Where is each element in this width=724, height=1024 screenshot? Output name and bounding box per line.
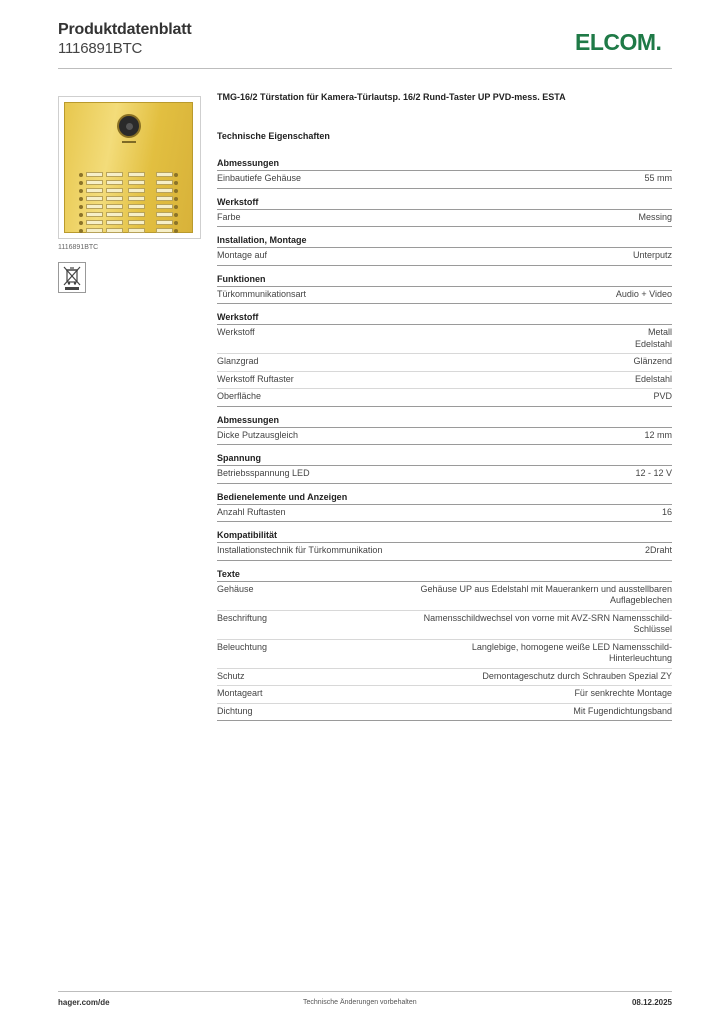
property-value: 2Draht (644, 545, 672, 555)
property-group (217, 492, 672, 523)
name-tag (106, 188, 123, 193)
property-groups (217, 158, 672, 721)
property-group (217, 312, 672, 407)
name-tag (156, 204, 173, 209)
call-button-icon (174, 189, 178, 193)
call-button-row (79, 196, 178, 203)
name-tag (128, 228, 145, 233)
name-tag (128, 220, 145, 225)
property-row (217, 248, 672, 266)
product-details (217, 92, 672, 729)
property-label: Anzahl Ruftasten (217, 506, 286, 517)
name-tag (156, 180, 173, 185)
call-button-icon (79, 173, 83, 177)
property-group (217, 530, 672, 561)
property-value: Namensschildwechsel von vorne mit AVZ-SRN Namensschild- Schlüssel (423, 612, 672, 634)
property-label: Werkstoff (217, 327, 255, 337)
section-title: Technische Eigenschaften (217, 131, 330, 141)
property-value: Glänzend (633, 356, 672, 366)
call-button-icon (174, 229, 178, 233)
property-group (217, 415, 672, 446)
property-row (217, 640, 672, 669)
property-row (217, 505, 672, 523)
footer-date: 08.12.2025 (631, 998, 672, 1007)
property-value: Gehäuse UP aus Edelstahl mit Mauerankern und ausstellbaren Auflageblechen (420, 583, 672, 605)
property-row (217, 686, 672, 704)
property-value: 12 mm (644, 429, 672, 440)
property-label: Schutz (217, 670, 245, 681)
elcom-logo: ELCOM. (575, 29, 662, 55)
property-label: Beleuchtung (217, 641, 268, 652)
property-row (217, 669, 672, 687)
property-label: Betriebsspannung LED (217, 468, 310, 478)
property-label: Einbautiefe Gehäuse (217, 173, 302, 183)
property-group (217, 274, 672, 305)
name-tag (106, 212, 123, 217)
property-value: Unterputz (632, 250, 672, 260)
property-label: Dichtung (217, 705, 253, 716)
name-tag (156, 196, 173, 201)
name-tag (86, 220, 103, 225)
property-row (217, 372, 672, 390)
property-value: 12 - 12 V (635, 468, 672, 478)
property-value: Messing (638, 211, 672, 222)
property-group (217, 158, 672, 189)
name-tag (86, 172, 103, 177)
property-label: Installationstechnik für Türkommunikation (217, 545, 383, 555)
call-button-icon (79, 197, 83, 201)
call-button-row (79, 188, 178, 195)
property-label: Oberfläche (217, 391, 262, 401)
name-tag (128, 180, 145, 185)
property-row (217, 582, 672, 611)
property-row (217, 466, 672, 484)
property-label: Gehäuse (217, 583, 254, 594)
name-tag (106, 220, 123, 225)
name-tag (128, 204, 145, 209)
group-title: Spannung (217, 453, 672, 466)
call-button-icon (174, 181, 178, 185)
call-button-grid (79, 172, 178, 236)
name-tag (128, 188, 145, 193)
call-button-row (79, 180, 178, 187)
group-title: Installation, Montage (217, 235, 672, 248)
name-tag (128, 212, 145, 217)
property-label: Dicke Putzausgleich (217, 429, 299, 440)
property-row (217, 210, 672, 228)
name-tag (106, 196, 123, 201)
product-title: TMG-16/2 Türstation für Kamera-Türlautsp. 16/2 Rund-Taster UP PVD-mess. ESTA (217, 92, 566, 102)
property-value: Metall Edelstahl (634, 327, 672, 349)
property-value: Audio + Video (615, 288, 672, 299)
group-title: Bedienelemente und Anzeigen (217, 492, 672, 505)
product-image (58, 96, 201, 239)
footer-disclaimer: Technische Änderungen vorbehalten (303, 999, 417, 1006)
property-value: Edelstahl (634, 373, 672, 384)
door-station-plate (64, 102, 193, 233)
property-value: 16 (661, 506, 672, 517)
property-group (217, 453, 672, 484)
call-button-row (79, 220, 178, 227)
group-title: Werkstoff (217, 197, 672, 210)
property-label: Glanzgrad (217, 356, 259, 366)
call-button-icon (174, 213, 178, 217)
call-button-row (79, 228, 178, 235)
call-button-icon (79, 213, 83, 217)
property-label: Montage auf (217, 250, 268, 260)
property-label: Werkstoff Ruftaster (217, 373, 294, 384)
product-code: 1116891BTC (58, 40, 143, 57)
call-button-icon (79, 229, 83, 233)
name-tag (106, 204, 123, 209)
group-title: Texte (217, 569, 672, 582)
property-value: 55 mm (644, 173, 672, 183)
name-tag (156, 228, 173, 233)
name-tag (156, 188, 173, 193)
property-value: Demontageschutz durch Schrauben Spezial ZY (482, 670, 672, 681)
call-button-row (79, 172, 178, 179)
call-button-icon (174, 173, 178, 177)
property-group (217, 235, 672, 266)
call-button-row (79, 204, 178, 211)
name-tag (86, 204, 103, 209)
property-group (217, 197, 672, 228)
group-title: Abmessungen (217, 415, 672, 428)
property-row (217, 611, 672, 640)
property-row (217, 171, 672, 189)
group-title: Kompatibilität (217, 530, 672, 543)
property-row (217, 325, 672, 354)
property-value: PVD (653, 391, 672, 401)
property-row (217, 354, 672, 372)
call-button-icon (174, 197, 178, 201)
property-value: Langlebige, homogene weiße LED Namensschild- Hinterleuchtung (471, 641, 672, 663)
call-button-icon (79, 205, 83, 209)
property-row (217, 704, 672, 722)
speaker-slot (122, 141, 136, 143)
name-tag (86, 212, 103, 217)
image-caption: 1116891BTC (58, 244, 99, 251)
call-button-icon (79, 181, 83, 185)
group-title: Werkstoff (217, 312, 672, 325)
call-button-row (79, 212, 178, 219)
name-tag (128, 172, 145, 177)
property-value: Für senkrechte Montage (574, 688, 672, 698)
name-tag (128, 196, 145, 201)
name-tag (86, 180, 103, 185)
group-title: Abmessungen (217, 158, 672, 171)
property-label: Montageart (217, 688, 263, 698)
header-divider (58, 68, 672, 69)
crossed-out-wheelie-bin-icon (58, 262, 86, 293)
call-button-icon (174, 221, 178, 225)
name-tag (86, 196, 103, 201)
property-label: Beschriftung (217, 612, 268, 623)
camera-icon (117, 114, 141, 138)
property-row (217, 543, 672, 561)
name-tag (156, 220, 173, 225)
name-tag (86, 228, 103, 233)
call-button-icon (174, 205, 178, 209)
name-tag (106, 180, 123, 185)
property-row (217, 428, 672, 446)
property-value: Mit Fugendichtungsband (573, 705, 672, 716)
name-tag (156, 172, 173, 177)
name-tag (86, 188, 103, 193)
page-title: Produktdatenblatt (58, 21, 192, 38)
property-row (217, 287, 672, 305)
call-button-icon (79, 189, 83, 193)
group-title: Funktionen (217, 274, 672, 287)
footer-website: hager.com/de (58, 998, 110, 1007)
call-button-icon (79, 221, 83, 225)
property-group (217, 569, 672, 722)
name-tag (106, 228, 123, 233)
property-label: Türkommunikationsart (217, 288, 307, 299)
name-tag (106, 172, 123, 177)
name-tag (156, 212, 173, 217)
footer-divider (58, 991, 672, 992)
property-label: Farbe (217, 211, 241, 222)
property-row (217, 389, 672, 407)
